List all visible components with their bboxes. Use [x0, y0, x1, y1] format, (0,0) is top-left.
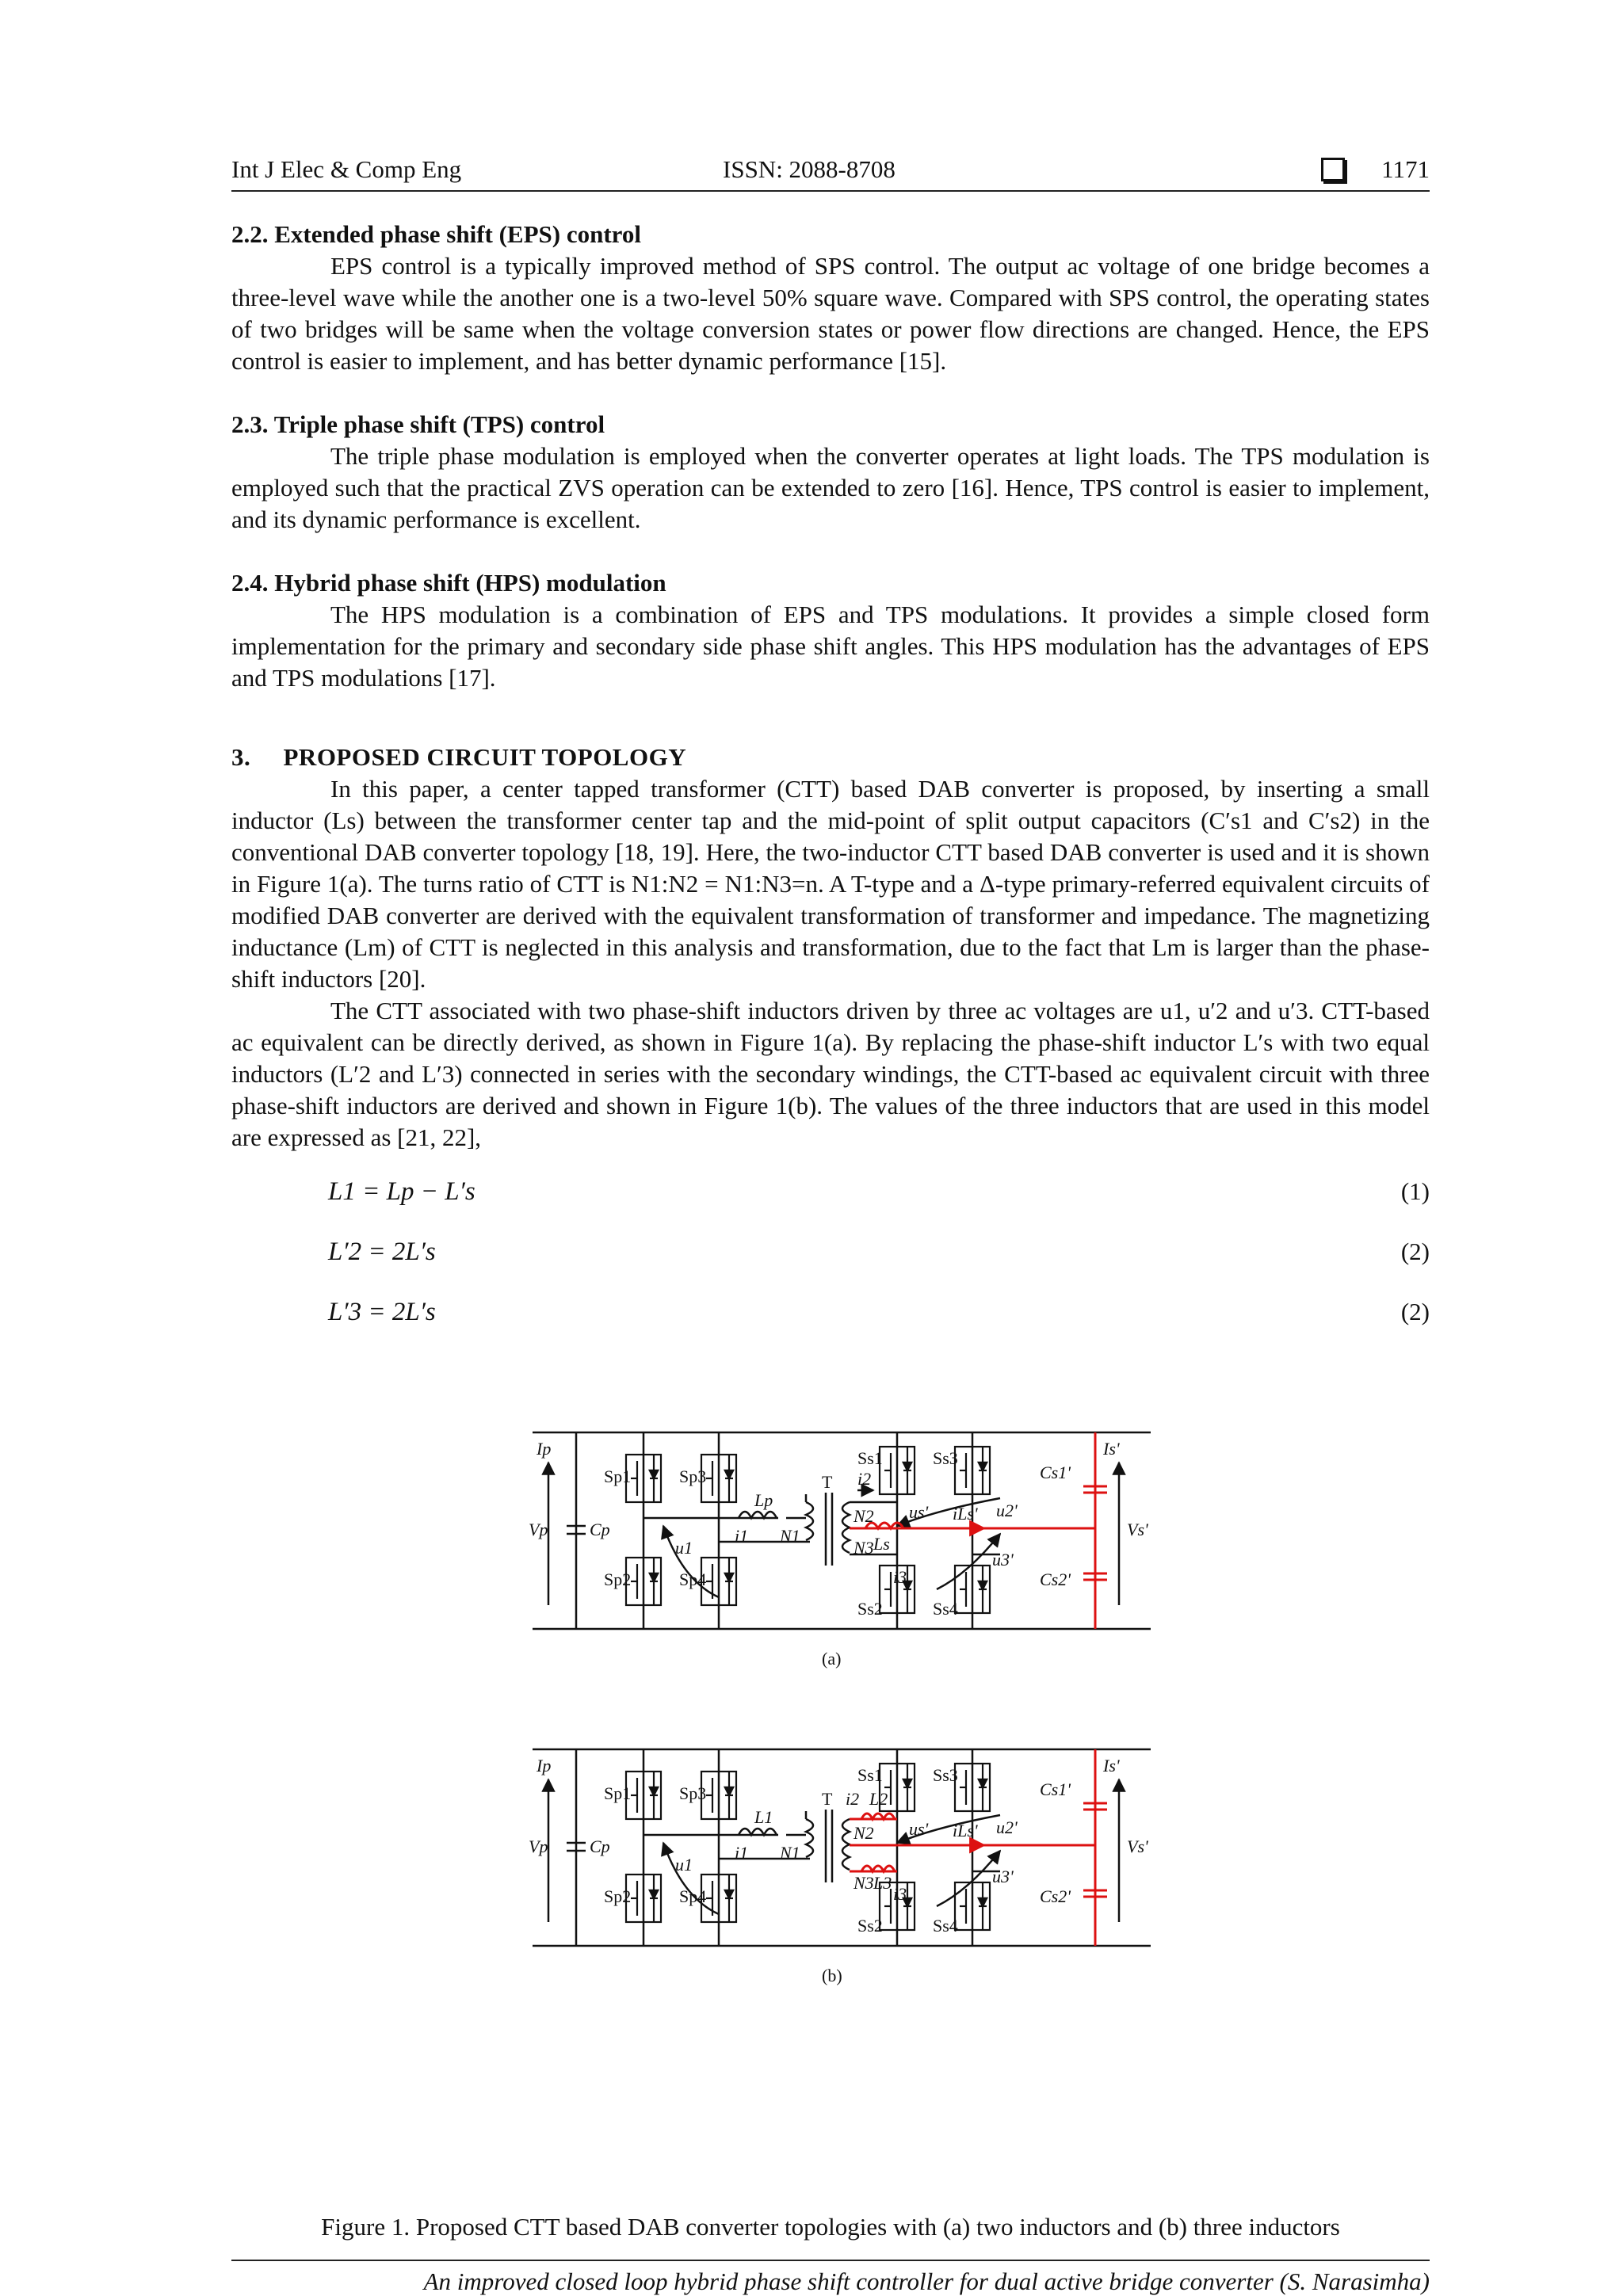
label-lp: Lp	[754, 1490, 773, 1510]
label-t-b: T	[822, 1789, 833, 1809]
label-sp2-b: Sp2	[604, 1886, 632, 1906]
label-vp-b: Vp	[529, 1836, 548, 1856]
label-sp3: Sp3	[679, 1466, 707, 1486]
label-i2: i2	[857, 1469, 872, 1489]
label-ss4: Ss4	[933, 1599, 958, 1619]
equation-1: L1 = Lp − L′s (1)	[328, 1177, 1430, 1206]
page-body	[231, 155, 1430, 2295]
label-l3-b: L3	[873, 1873, 892, 1893]
running-footer: An improved closed loop hybrid phase shift controller for dual active bridge converter (S. Narasimha)	[231, 2260, 1430, 2296]
label-l1-b: L1	[754, 1807, 773, 1827]
running-header	[231, 155, 1430, 192]
section-2-4-text: The HPS modulation is a combination of EPS and TPS modulations. It provides a simple closed form implementation for the primary and secondary side phase shift angles. This HPS modulation has the advantages of EPS and TPS modulations [17].	[231, 601, 1430, 692]
label-u3-b: u3'	[992, 1867, 1014, 1886]
subfigure-a-label: (a)	[822, 1649, 842, 1669]
label-n3: N3	[854, 1538, 874, 1558]
label-sp1: Sp1	[604, 1466, 632, 1486]
label-us-b: us'	[909, 1819, 929, 1839]
label-sp2: Sp2	[604, 1569, 632, 1589]
label-u2: u2'	[996, 1501, 1018, 1520]
section-2-4-title: 2.4. Hybrid phase shift (HPS) modulation	[231, 569, 666, 597]
label-cs2-b: Cs2'	[1040, 1886, 1071, 1906]
label-ss1-b: Ss1	[857, 1765, 883, 1785]
label-i1: i1	[735, 1526, 749, 1546]
subfigure-b-label: (b)	[822, 1966, 842, 1985]
section-2-2-text: EPS control is a typically improved method of SPS control. The output ac voltage of one bridge becomes a three-level wave while the another one is a two-level 50% square wave. Compared with SPS control, the operating states of two bridges will be same when the voltage conversion states or power flow directions are changed. Hence, the EPS control is easier to implement, and has better dynamic performance [15].	[231, 252, 1430, 375]
label-u1: u1	[675, 1538, 693, 1558]
section-2-2-title: 2.2. Extended phase shift (EPS) control	[231, 220, 641, 248]
square-bullet-icon	[1321, 158, 1345, 181]
label-ils: iLs'	[953, 1504, 978, 1524]
label-vs: Vs'	[1127, 1520, 1148, 1539]
label-n2: N2	[854, 1506, 874, 1526]
label-sp4-b: Sp4	[679, 1886, 707, 1906]
circuit-figure	[525, 1415, 1159, 2207]
label-l2-b: L2	[869, 1789, 888, 1809]
page-number: 1171	[1381, 155, 1430, 183]
section-3-title: 3. PROPOSED CIRCUIT TOPOLOGY	[231, 743, 687, 771]
label-sp3-b: Sp3	[679, 1783, 707, 1803]
label-ils-b: iLs'	[953, 1821, 978, 1840]
section-3-paragraph-2: The CTT associated with two phase-shift inductors driven by three ac voltages are u1, u′2 and u′3. CTT-based ac equivalent can be directly derived, as shown in Figure 1(a). By replacing the phase-shift inductor L′s with two equal inductors (L′2 and L′3) connected in series with the secondary windings, the CTT-based ac equivalent circuit with three phase-shift inductors are derived and shown in Figure 1(b). The values of the three inductors that are used in this model are expressed as [21, 22],	[231, 997, 1430, 1151]
journal-name: Int J Elec & Comp Eng	[231, 155, 462, 183]
label-ls: Ls	[873, 1534, 890, 1554]
label-u2-b: u2'	[996, 1817, 1018, 1837]
label-i3: i3	[893, 1567, 907, 1587]
label-sp4: Sp4	[679, 1569, 707, 1589]
label-ss1: Ss1	[857, 1448, 883, 1468]
label-cs2: Cs2'	[1040, 1569, 1071, 1589]
label-i3-b: i3	[893, 1884, 907, 1904]
label-is-b: Is'	[1103, 1756, 1120, 1775]
equation-2: L′2 = 2L′s (2)	[328, 1238, 1430, 1266]
label-cs1-b: Cs1'	[1040, 1779, 1071, 1799]
label-n2-b: N2	[854, 1823, 874, 1843]
issn: ISSN: 2088-8708	[723, 155, 896, 183]
figure-caption: Figure 1. Proposed CTT based DAB converter topologies with (a) two inductors and (b) three inductors	[321, 2213, 1340, 2241]
label-ss4-b: Ss4	[933, 1916, 958, 1936]
label-n1: N1	[780, 1526, 800, 1546]
label-n1-b: N1	[780, 1843, 800, 1863]
label-i1-b: i1	[735, 1843, 749, 1863]
label-vs-b: Vs'	[1127, 1836, 1148, 1856]
label-us: us'	[909, 1502, 929, 1522]
label-n3-b: N3	[854, 1873, 874, 1893]
label-ss2-b: Ss2	[857, 1916, 883, 1936]
label-u3: u3'	[992, 1550, 1014, 1569]
label-cp: Cp	[590, 1520, 610, 1539]
label-sp1-b: Sp1	[604, 1783, 632, 1803]
label-cs1: Cs1'	[1040, 1463, 1071, 1482]
label-i2-b: i2	[846, 1789, 860, 1809]
label-ip: Ip	[537, 1439, 552, 1459]
section-2-3-text: The triple phase modulation is employed when the converter operates at light loads. The TPS modulation is employed such that the practical ZVS operation can be extended to zero [16]. Hence, TPS control is easier to implement, and its dynamic performance is excellent.	[231, 442, 1430, 533]
equation-3: L′3 = 2L′s (2)	[328, 1298, 1430, 1326]
label-u1-b: u1	[675, 1855, 693, 1875]
label-t: T	[822, 1472, 833, 1492]
section-3-paragraph-1: In this paper, a center tapped transformer (CTT) based DAB converter is proposed, by inserting a small inductor (Ls) between the transformer center tap and the mid-point of split output capacitors (C′s1 and C′s2) in the conventional DAB converter topology [18, 19]. Here, the two-inductor CTT based DAB converter is used and it is shown in Figure 1(a). The turns ratio of CTT is N1:N2 = N1:N3=n. A T-type and a Δ-type primary-referred equivalent circuits of modified DAB converter are derived with the equivalent transformation of transformer and impedance. The magnetizing inductance (Lm) of CTT is neglected in this analysis and transformation, due to the fact that Lm is larger than the phase-shift inductors [20].	[231, 775, 1430, 993]
label-ss3: Ss3	[933, 1448, 958, 1468]
label-ss2: Ss2	[857, 1599, 883, 1619]
label-is: Is'	[1103, 1439, 1120, 1459]
label-vp: Vp	[529, 1520, 548, 1539]
section-2-3-title: 2.3. Triple phase shift (TPS) control	[231, 410, 605, 438]
label-cp-b: Cp	[590, 1836, 610, 1856]
label-ip-b: Ip	[537, 1756, 552, 1775]
label-ss3-b: Ss3	[933, 1765, 958, 1785]
